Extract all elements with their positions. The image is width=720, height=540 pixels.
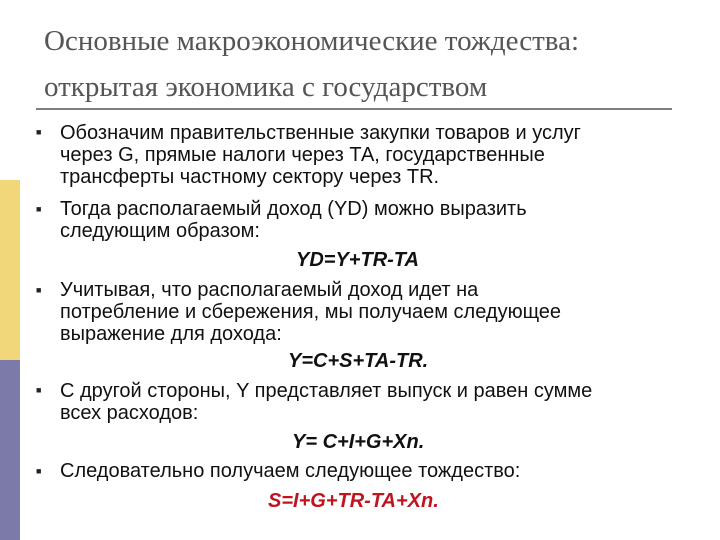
bullet-1-line-3: трансферты частному сектору через TR.: [60, 166, 440, 188]
square-bullet-icon: ■: [36, 466, 42, 476]
square-bullet-icon: ■: [36, 385, 42, 395]
bullet-2-text: [60, 198, 527, 242]
bullet-3-line-1: Учитывая, что располагаемый доход идет на: [60, 279, 479, 301]
bullet-5-line-1: Следовательно получаем следующее тождество:: [60, 460, 521, 482]
square-bullet-icon: ■: [36, 285, 42, 295]
bullet-4-line-2: всех расходов:: [60, 402, 199, 424]
bullet-3-line-3: выражение для дохода:: [60, 323, 282, 345]
square-bullet-icon: ■: [36, 127, 42, 137]
bullet-3-line-2: потребление и сбережения, мы получаем следующее: [60, 301, 562, 323]
bullet-4-text: [60, 380, 592, 424]
bullet-5-text: [60, 460, 520, 482]
bullet-2-line-2: следующим образом:: [60, 220, 260, 242]
formula-income-identity: Y=C+S+TA-TR.: [288, 350, 429, 372]
bullet-1-line-1: Обозначим правительственные закупки товаров и услуг: [60, 122, 581, 144]
slide-title-line-2: открытая экономика с государством: [44, 71, 488, 103]
bullet-4-line-1: С другой стороны, Y представляет выпуск и равен сумме: [60, 380, 593, 402]
square-bullet-icon: ■: [36, 204, 42, 214]
formula-expenditure-identity: Y= C+I+G+Xn.: [292, 431, 425, 453]
formula-final-identity: S=I+G+TR-TA+Xn.: [268, 490, 439, 512]
formula-disposable-income: YD=Y+TR-TA: [296, 249, 419, 271]
bullet-2-line-1: Тогда располагаемый доход (YD) можно выразить: [60, 198, 527, 220]
bullet-3-text: [60, 279, 561, 345]
bullet-1-text: [60, 122, 581, 188]
slide-title-line-1: Основные макроэкономические тождества:: [44, 25, 580, 57]
bullet-1-line-2: через G, прямые налоги через ТА, государственные: [60, 144, 545, 166]
